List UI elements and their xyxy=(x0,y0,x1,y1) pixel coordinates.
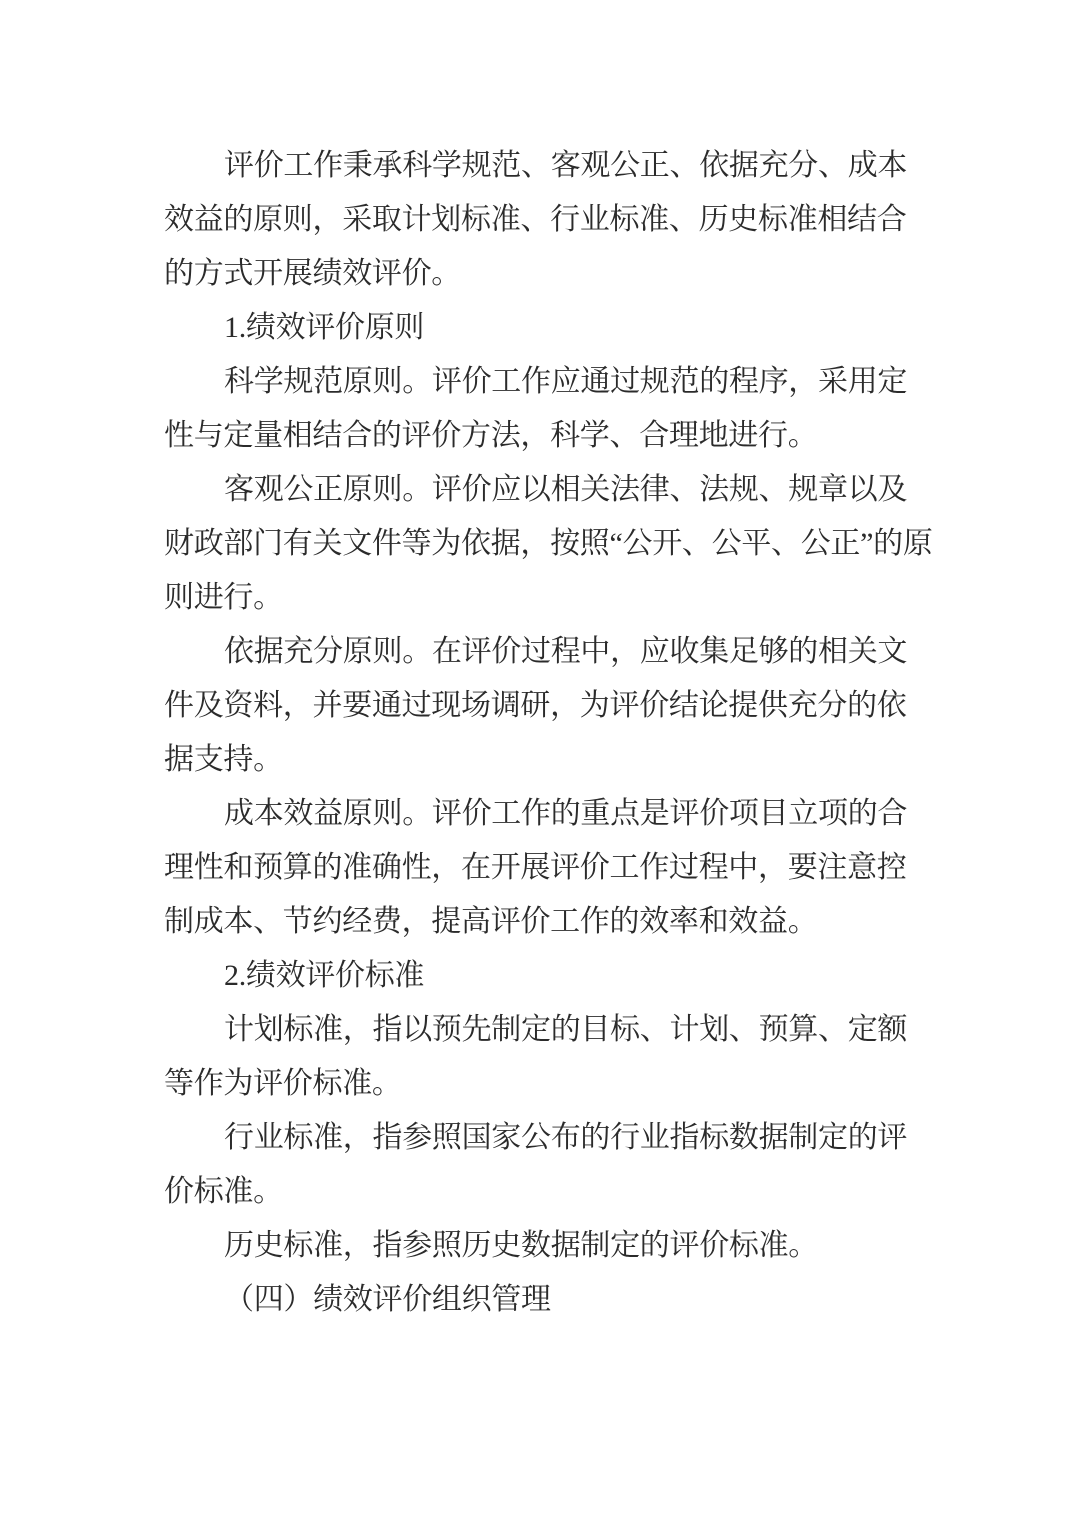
paragraph xyxy=(164,1273,934,1327)
text-line: （四）绩效评价组织管理 xyxy=(224,1283,551,1316)
paragraph xyxy=(164,463,934,625)
text-line: 制成本、节约经费，提高评价工作的效率和效益。 xyxy=(164,905,818,938)
paragraph xyxy=(164,355,934,463)
text-line: 据支持。 xyxy=(164,743,283,776)
text-line: 科学规范原则。评价工作应通过规范的程序，采用定 xyxy=(224,365,908,398)
text-line: 行业标准，指参照国家公布的行业指标数据制定的评 xyxy=(224,1121,908,1154)
text-line: 件及资料，并要通过现场调研，为评价结论提供充分的依 xyxy=(164,689,907,722)
paragraph xyxy=(164,301,934,355)
text-line: 2.绩效评价标准 xyxy=(224,959,425,992)
text-line: 则进行。 xyxy=(164,581,283,614)
paragraph xyxy=(164,625,934,787)
paragraph xyxy=(164,1003,934,1111)
text-line: 等作为评价标准。 xyxy=(164,1067,402,1100)
paragraph xyxy=(164,139,934,301)
paragraph xyxy=(164,787,934,949)
text-line: 性与定量相结合的评价方法，科学、合理地进行。 xyxy=(164,419,818,452)
paragraph xyxy=(164,1111,934,1219)
text-line: 客观公正原则。评价应以相关法律、法规、规章以及 xyxy=(224,473,908,506)
text-line: 理性和预算的准确性，在开展评价工作过程中，要注意控 xyxy=(164,851,907,884)
text-line: 的方式开展绩效评价。 xyxy=(164,257,461,290)
text-line: 效益的原则，采取计划标准、行业标准、历史标准相结合 xyxy=(164,203,907,236)
paragraph xyxy=(164,1219,934,1273)
text-line: 财政部门有关文件等为依据，按照“公开、公平、公正”的原 xyxy=(164,527,933,560)
paragraph xyxy=(164,949,934,1003)
text-line: 计划标准，指以预先制定的目标、计划、预算、定额 xyxy=(224,1013,908,1046)
text-line: 成本效益原则。评价工作的重点是评价项目立项的合 xyxy=(224,797,908,830)
text-line: 价标准。 xyxy=(164,1175,283,1208)
document-body xyxy=(164,139,934,1327)
text-line: 历史标准，指参照历史数据制定的评价标准。 xyxy=(224,1229,818,1262)
text-line: 依据充分原则。在评价过程中，应收集足够的相关文 xyxy=(224,635,908,668)
text-line: 评价工作秉承科学规范、客观公正、依据充分、成本 xyxy=(224,149,908,182)
text-line: 1.绩效评价原则 xyxy=(224,311,425,344)
